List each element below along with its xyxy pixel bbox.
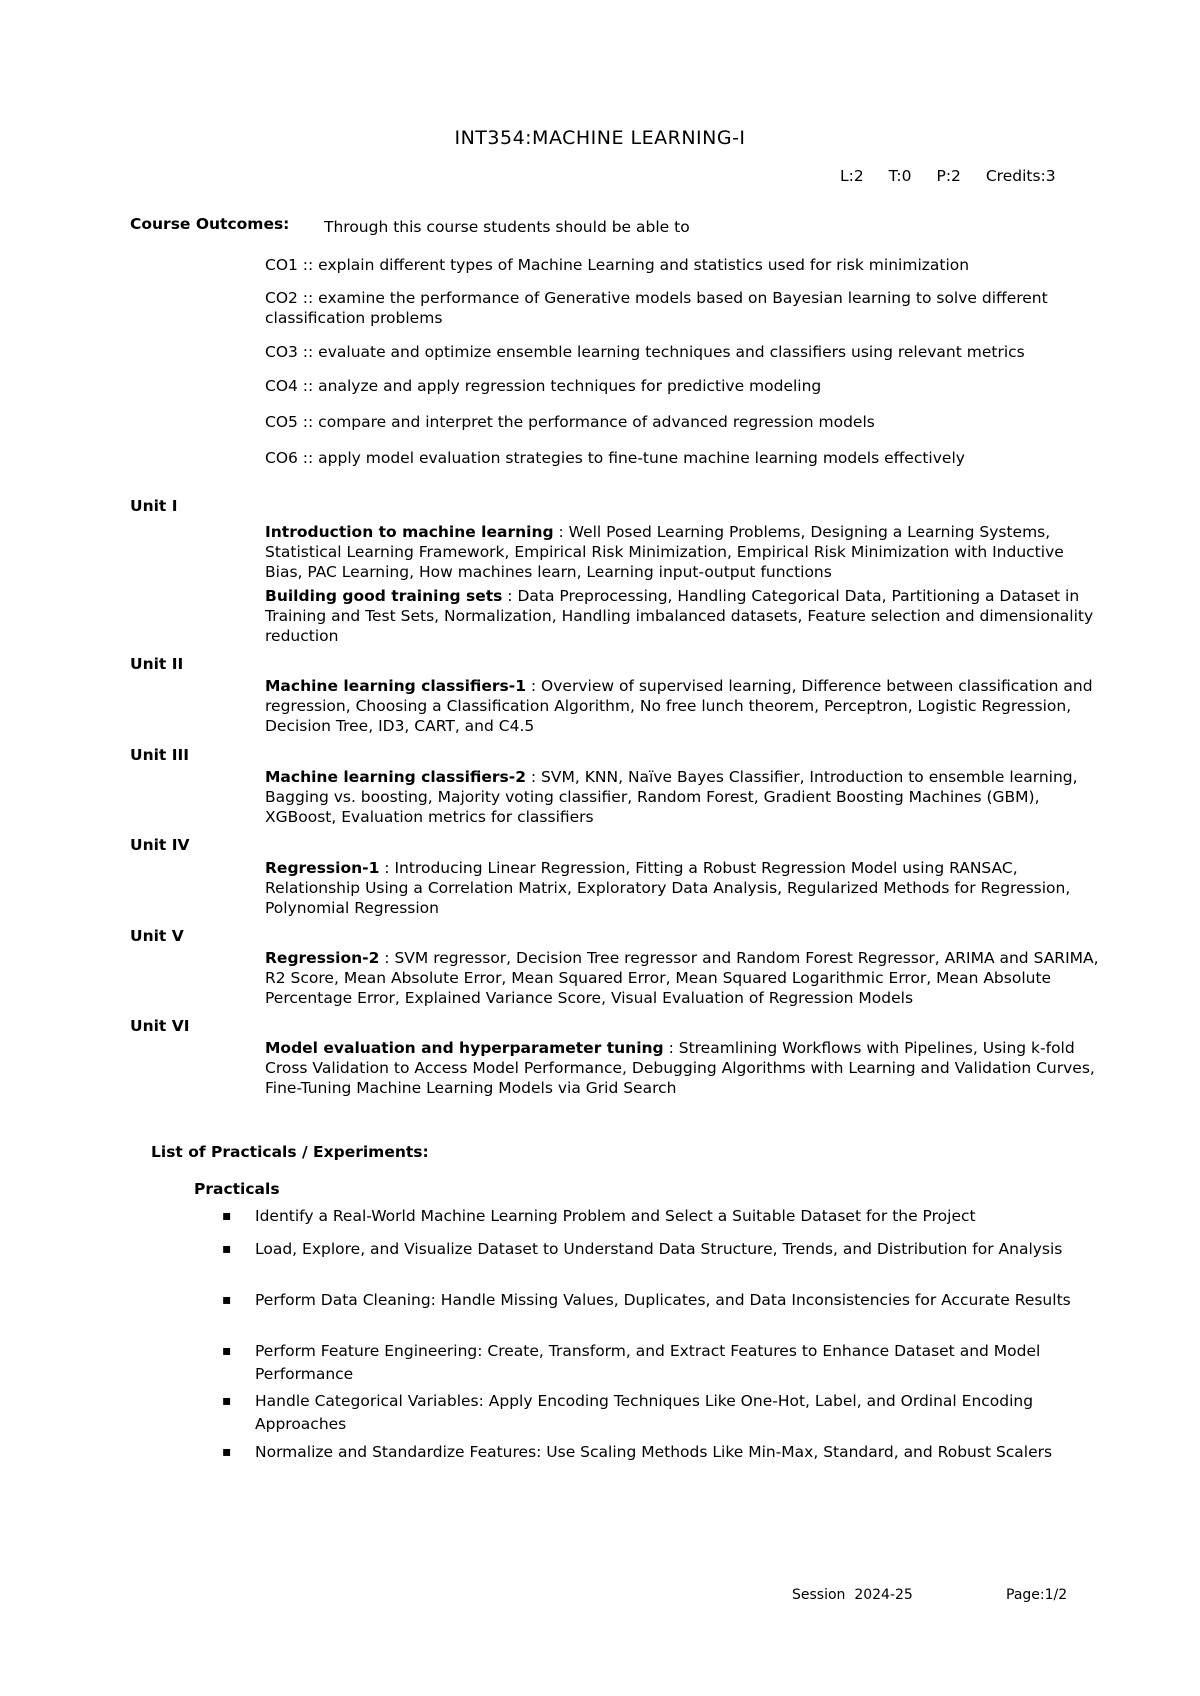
unit-label: Unit II (130, 655, 184, 673)
unit-topic (265, 858, 1101, 918)
course-outcomes-heading: Course Outcomes: (130, 215, 290, 233)
footer-session: Session 2024-25 (792, 1587, 913, 1603)
course-outcome: CO6 :: apply model evaluation strategies to fine-tune machine learning models effectively (265, 449, 965, 467)
bullet-icon: ▪ (222, 1241, 232, 1257)
list-item (222, 1238, 1095, 1261)
lecture-hours: L:2 (840, 167, 864, 185)
unit-topic (265, 522, 1101, 582)
topic-text: : Streamlining Workflows with Pipelines, Using k-fold Cross Validation to Access Model Performance, Debugging Algorithms with Learning and Validation Curves, Fine-Tuning Machine Learning Models via Grid Search (265, 1039, 1095, 1097)
bullet-icon: ▪ (222, 1343, 232, 1359)
practicals-heading: List of Practicals / Experiments: (151, 1143, 429, 1161)
unit-topic (265, 676, 1101, 736)
list-item (222, 1289, 1095, 1312)
topic-text: : Data Preprocessing, Handling Categorical Data, Partitioning a Dataset in Training and Test Sets, Normalization, Handling imbalanced datasets, Feature selection and dimensionality reduction (265, 587, 1094, 645)
topic-title: Machine learning classifiers-1 (265, 677, 526, 695)
practical-text: Perform Data Cleaning: Handle Missing Values, Duplicates, and Data Inconsistencies for Accurate Results (255, 1291, 1071, 1309)
practical-text: Perform Feature Engineering: Create, Transform, and Extract Features to Enhance Dataset and Model Performance (255, 1342, 1041, 1383)
course-outcome: CO2 :: examine the performance of Generative models based on Bayesian learning to solve different classification problems (265, 289, 1048, 327)
course-title: INT354:MACHINE LEARNING-I (454, 127, 746, 149)
topic-title: Machine learning classifiers-2 (265, 768, 526, 786)
course-outcomes-intro: Through this course students should be able to (324, 218, 690, 236)
topic-text: : Overview of supervised learning, Difference between classification and regression, Choosing a Classification Algorithm, No free lunch theorem, Perceptron, Logistic Regression, Decision Tree, ID3, CART, and C4.5 (265, 677, 1093, 735)
practical-text: Normalize and Standardize Features: Use Scaling Methods Like Min-Max, Standard, and Robust Scalers (255, 1443, 1053, 1461)
topic-title: Introduction to machine learning (265, 523, 554, 541)
topic-title: Regression-1 (265, 859, 380, 877)
unit-topic (265, 1038, 1101, 1098)
bullet-icon: ▪ (222, 1292, 232, 1308)
tutorial-hours: T:0 (888, 167, 912, 185)
practical-text: Load, Explore, and Visualize Dataset to Understand Data Structure, Trends, and Distribution for Analysis (255, 1240, 1063, 1258)
topic-title: Building good training sets (265, 587, 503, 605)
ltp-credits (840, 167, 1056, 185)
unit-topic (265, 586, 1101, 646)
bullet-icon: ▪ (222, 1393, 232, 1409)
topic-title: Regression-2 (265, 949, 380, 967)
credits: Credits:3 (985, 167, 1056, 185)
course-outcome: CO1 :: explain different types of Machine Learning and statistics used for risk minimization (265, 256, 970, 274)
course-outcome: CO4 :: analyze and apply regression techniques for predictive modeling (265, 377, 822, 395)
topic-text: : Well Posed Learning Problems, Designing a Learning Systems, Statistical Learning Framework, Empirical Risk Minimization, Empirical Risk Minimization with Inductive Bias, PAC Learning, How machines learn, Learning input-output functions (265, 523, 1064, 581)
unit-label: Unit IV (130, 836, 190, 854)
list-item (222, 1390, 1095, 1436)
topic-text: : SVM, KNN, Naïve Bayes Classifier, Introduction to ensemble learning, Bagging vs. boosting, Majority voting classifier, Random Forest, Gradient Boosting Machines (GBM), XGBoost, Evaluation metrics for classifiers (265, 768, 1078, 826)
topic-text: : Introducing Linear Regression, Fitting a Robust Regression Model using RANSAC, Relationship Using a Correlation Matrix, Exploratory Data Analysis, Regularized Methods for Regression, Polynomial Regression (265, 859, 1071, 917)
unit-label: Unit III (130, 746, 190, 764)
course-outcome: CO3 :: evaluate and optimize ensemble learning techniques and classifiers using relevant metrics (265, 343, 1025, 361)
unit-label: Unit I (130, 497, 178, 515)
list-item (222, 1340, 1095, 1386)
footer-page-number: Page:1/2 (1006, 1587, 1068, 1603)
list-item (222, 1205, 1095, 1228)
bullet-icon: ▪ (222, 1208, 232, 1224)
topic-text: : SVM regressor, Decision Tree regressor and Random Forest Regressor, ARIMA and SARIMA, R2 Score, Mean Absolute Error, Mean Squared Error, Mean Squared Logarithmic Error, Mean Absolute Percentage Error, Explained Variance Score, Visual Evaluation of Regression Models (265, 949, 1099, 1007)
topic-title: Model evaluation and hyperparameter tuning (265, 1039, 664, 1057)
practicals-subheading: Practicals (194, 1180, 280, 1198)
bullet-icon: ▪ (222, 1444, 232, 1460)
unit-label: Unit V (130, 927, 184, 945)
practical-text: Identify a Real-World Machine Learning Problem and Select a Suitable Dataset for the Project (255, 1207, 976, 1225)
list-item (222, 1441, 1095, 1464)
practical-text: Handle Categorical Variables: Apply Encoding Techniques Like One-Hot, Label, and Ordinal Encoding Approaches (255, 1392, 1034, 1433)
unit-label: Unit VI (130, 1017, 190, 1035)
practical-hours: P:2 (936, 167, 961, 185)
course-outcome: CO5 :: compare and interpret the performance of advanced regression models (265, 413, 875, 431)
unit-topic (265, 948, 1101, 1008)
unit-topic (265, 767, 1101, 827)
